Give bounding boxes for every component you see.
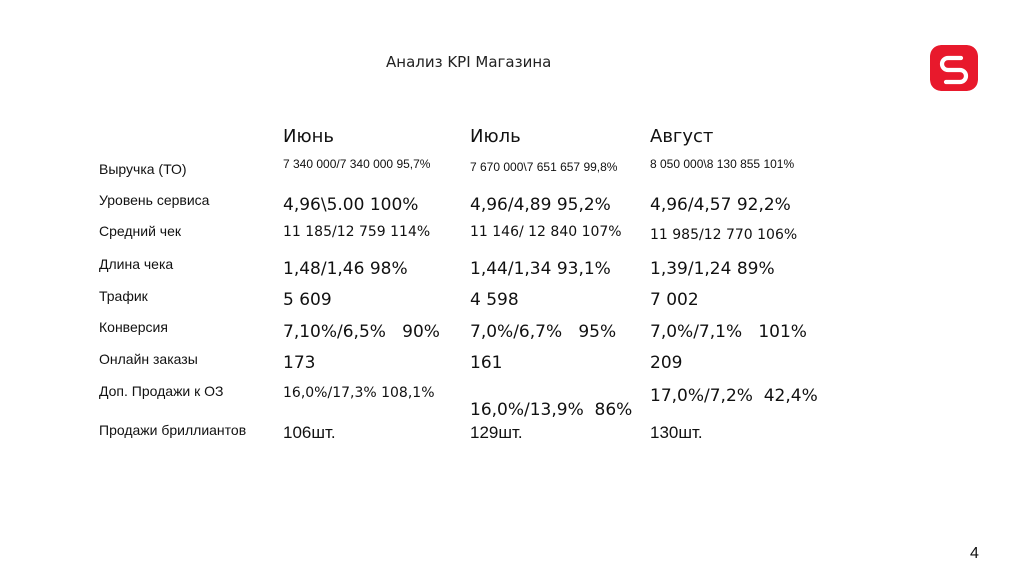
- row-label-conversion: Конверсия: [99, 319, 168, 335]
- row-label-revenue: Выручка (ТО): [99, 161, 187, 177]
- cell-service-level-august: 4,96/4,57 92,2%: [650, 195, 791, 215]
- column-header-july: Июль: [470, 126, 521, 147]
- cell-diamond-sales-june: 106шт.: [283, 423, 336, 442]
- cell-traffic-june: 5 609: [283, 290, 332, 310]
- cell-service-level-june: 4,96\5.00 100%: [283, 195, 419, 215]
- cell-online-orders-june: 173: [283, 353, 316, 373]
- row-label-online-orders: Онлайн заказы: [99, 351, 198, 367]
- cell-average-check-june: 11 185/12 759 114%: [283, 224, 431, 240]
- cell-conversion-august: 7,0%/7,1% 101%: [650, 322, 807, 342]
- cell-diamond-sales-august: 130шт.: [650, 423, 703, 442]
- cell-conversion-june: 7,10%/6,5% 90%: [283, 322, 440, 342]
- cell-add-sales-june: 16,0%/17,3% 108,1%: [283, 385, 435, 401]
- cell-traffic-july: 4 598: [470, 290, 519, 310]
- cell-check-length-july: 1,44/1,34 93,1%: [470, 259, 611, 279]
- column-header-august: Август: [650, 126, 714, 147]
- s-logo-icon: [930, 45, 978, 91]
- cell-average-check-august: 11 985/12 770 106%: [650, 227, 798, 243]
- cell-diamond-sales-july: 129шт.: [470, 423, 523, 442]
- cell-check-length-june: 1,48/1,46 98%: [283, 259, 408, 279]
- cell-service-level-july: 4,96/4,89 95,2%: [470, 195, 611, 215]
- cell-revenue-july: 7 670 000\7 651 657 99,8%: [470, 160, 618, 174]
- row-label-service-level: Уровень сервиса: [99, 192, 210, 208]
- row-label-diamond-sales: Продажи бриллиантов: [99, 422, 247, 438]
- row-label-add-sales: Доп. Продажи к ОЗ: [99, 383, 224, 399]
- cell-average-check-july: 11 146/ 12 840 107%: [470, 224, 622, 240]
- cell-revenue-august: 8 050 000\8 130 855 101%: [650, 157, 795, 171]
- row-label-check-length: Длина чека: [99, 256, 174, 272]
- cell-online-orders-august: 209: [650, 353, 683, 373]
- column-header-june: Июнь: [283, 126, 334, 147]
- cell-check-length-august: 1,39/1,24 89%: [650, 259, 775, 279]
- cell-online-orders-july: 161: [470, 353, 503, 373]
- cell-conversion-july: 7,0%/6,7% 95%: [470, 322, 617, 342]
- row-label-average-check: Средний чек: [99, 223, 182, 239]
- cell-traffic-august: 7 002: [650, 290, 699, 310]
- cell-revenue-june: 7 340 000/7 340 000 95,7%: [283, 157, 431, 171]
- row-label-traffic: Трафик: [99, 288, 148, 304]
- cell-add-sales-july: 16,0%/13,9% 86%: [470, 400, 633, 420]
- page-number: 4: [970, 545, 979, 562]
- cell-add-sales-august: 17,0%/7,2% 42,4%: [650, 386, 818, 406]
- page-title: Анализ KPI Магазина: [386, 53, 552, 71]
